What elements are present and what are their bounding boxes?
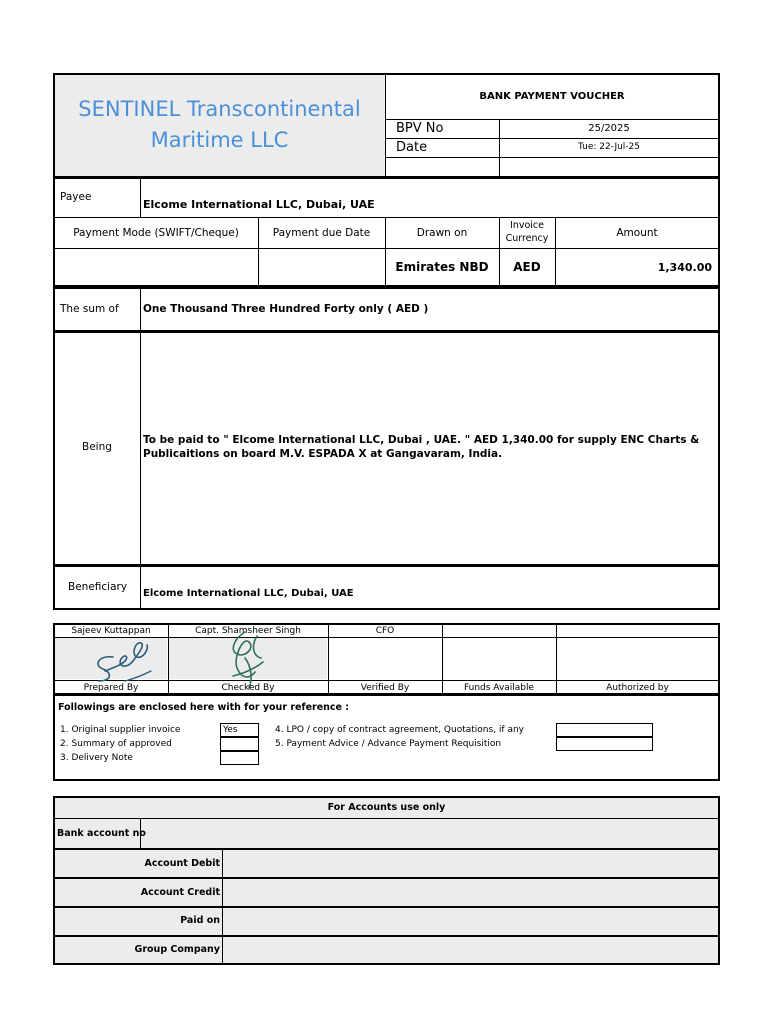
beneficiary-label: Beneficiary [68,581,128,593]
date-value: Tue: 22-Jul-25 [577,142,641,152]
accounts-title: For Accounts use only [327,802,446,813]
amount-value: 1,340.00 [657,261,712,274]
role-prepared-by: Prepared By [83,683,139,693]
sum-of-label: The sum of [60,303,119,315]
enclosure-check-2[interactable] [220,737,259,751]
enclosure-item-4: 4. LPO / copy of contract agreement, Quotations, if any [275,725,524,735]
account-credit-field[interactable] [223,878,719,906]
header-invoice-currency-line1: Invoice [510,220,544,231]
enclosures-heading: Followings are enclosed here with for your reference : [58,702,350,713]
role-authorized-by: Authorized by [606,683,669,693]
header-invoice-currency-line2: Currency [505,233,549,244]
company-name-line2: Maritime LLC [150,128,289,152]
enclosure-check-5[interactable] [556,737,653,751]
signer-name-verified: CFO [375,626,395,636]
drawn-on-value: Emirates NBD [395,260,489,274]
being-text-line2: Publicaitions on board M.V. ESPADA X at Gangavaram, India. [143,448,503,460]
bpv-value: 25/2025 [588,123,630,134]
voucher-title: BANK PAYMENT VOUCHER [479,91,625,102]
header-amount: Amount [616,227,658,239]
being-text-line1: To be paid to " Elcome International LLC, Dubai , UAE. " AED 1,340.00 for supply ENC Charts & [143,434,700,446]
group-company-label: Group Company [134,944,220,955]
bank-account-field[interactable] [141,819,719,848]
date-label: Date [396,140,428,155]
role-checked-by: Checked By [221,683,275,693]
paid-on-label: Paid on [180,915,220,926]
role-verified-by: Verified By [360,683,410,693]
signer-name-prepared: Sajeev Kuttappan [71,626,151,636]
account-debit-field[interactable] [223,849,719,877]
header-payment-due-date: Payment due Date [272,227,371,239]
payee-label: Payee [60,191,92,203]
paid-on-field[interactable] [223,907,719,935]
bank-account-label: Bank account no [57,828,146,839]
beneficiary-value: Elcome International LLC, Dubai, UAE [143,588,354,599]
payee-value: Elcome International LLC, Dubai, UAE [143,198,375,211]
account-credit-label: Account Credit [140,887,220,898]
currency-value: AED [513,260,541,274]
enclosure-item-1: 1. Original supplier invoice [60,725,181,735]
being-label: Being [82,441,112,453]
enclosure-item-2: 2. Summary of approved [60,739,172,749]
enclosure-check-3[interactable] [220,751,259,765]
company-name-line1: SENTINEL Transcontinental [78,97,361,121]
sum-of-value: One Thousand Three Hundred Forty only ( AED ) [143,303,429,315]
header-drawn-on: Drawn on [416,227,468,239]
role-funds-available: Funds Available [463,683,535,693]
signer-name-checked: Capt. Shamsheer Singh [195,626,301,636]
bpv-label: BPV No [396,121,444,136]
header-payment-mode: Payment Mode (SWIFT/Cheque) [73,227,239,239]
group-company-field[interactable] [223,936,719,964]
account-debit-label: Account Debit [144,858,220,869]
enclosure-check-1-value: Yes [223,725,238,735]
enclosure-item-5: 5. Payment Advice / Advance Payment Requisition [275,739,502,749]
enclosure-item-3: 3. Delivery Note [60,753,133,763]
enclosure-check-4[interactable] [556,723,653,737]
